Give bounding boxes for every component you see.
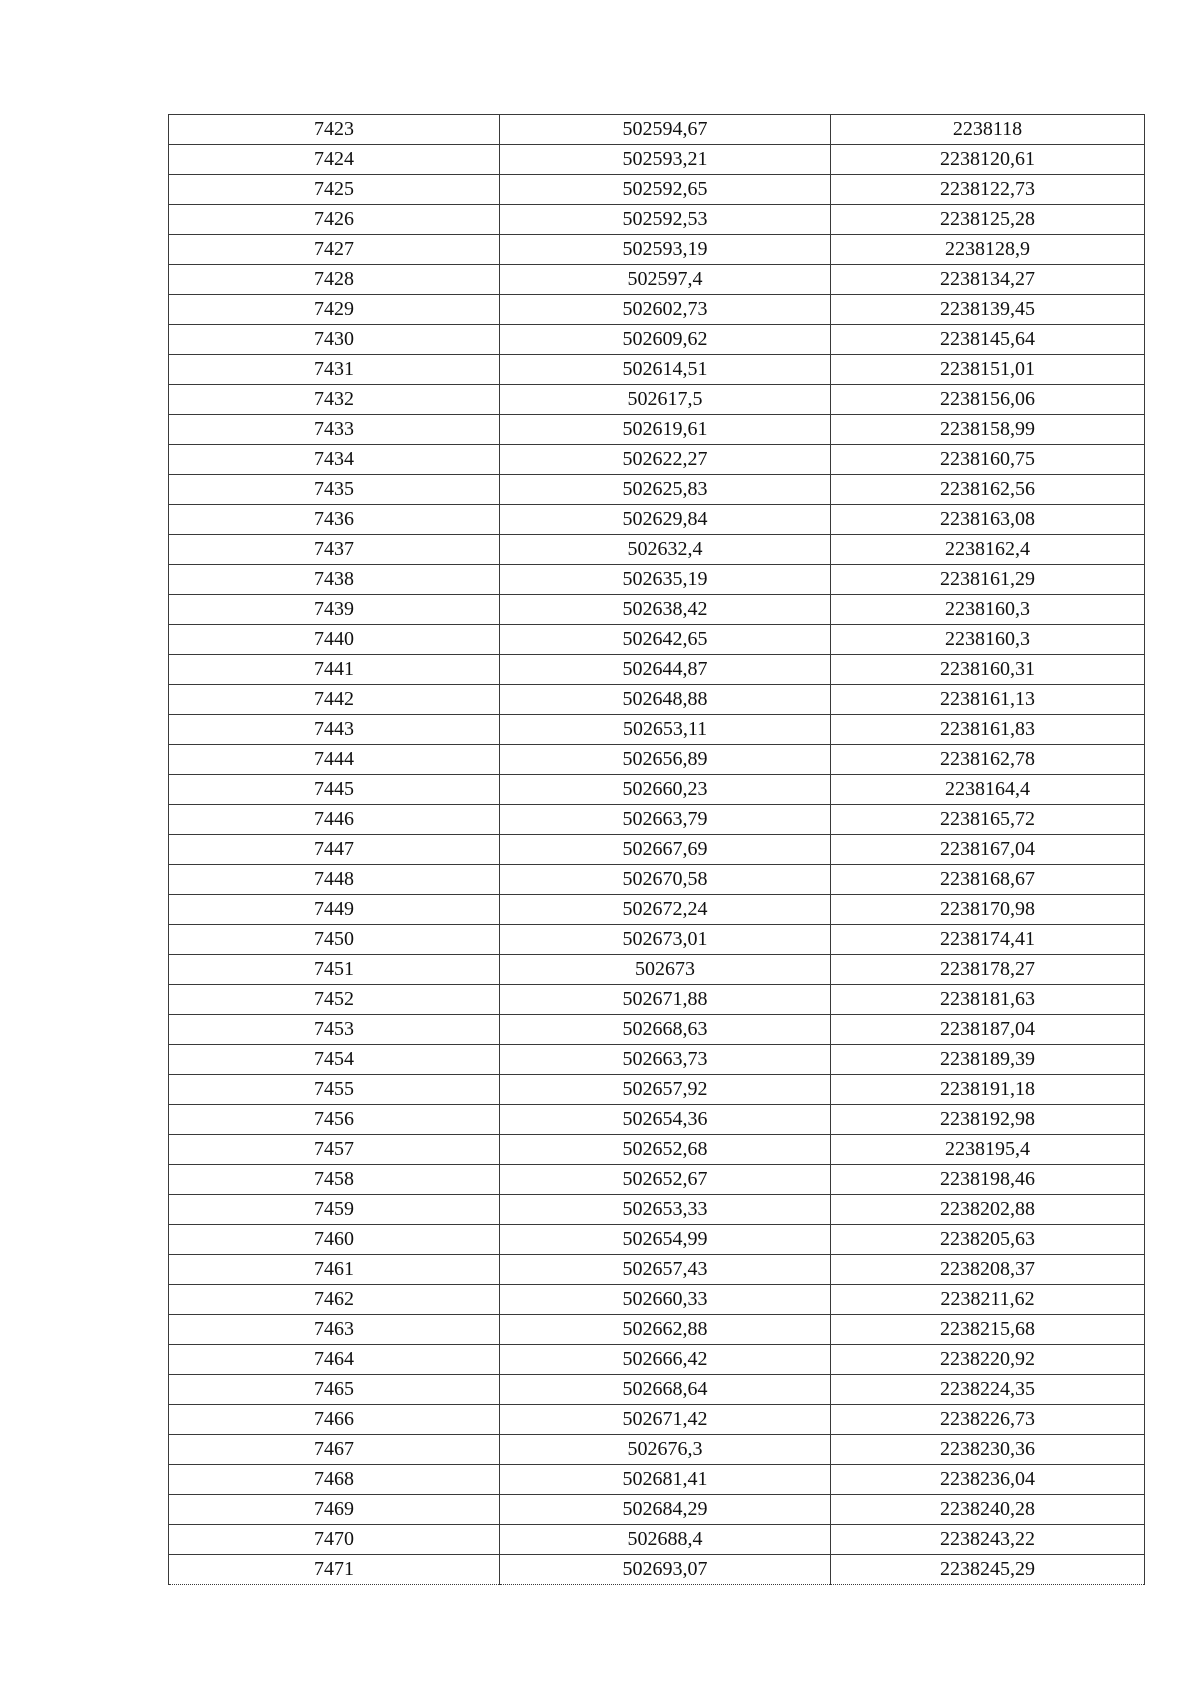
y-coordinate-cell: 2238162,4 (831, 535, 1145, 565)
y-coordinate-cell: 2238145,64 (831, 325, 1145, 355)
x-coordinate-cell: 502597,4 (500, 265, 831, 295)
y-coordinate-cell: 2238167,04 (831, 835, 1145, 865)
point-number-cell: 7435 (169, 475, 500, 505)
x-coordinate-cell: 502684,29 (500, 1495, 831, 1525)
table-row (169, 1495, 1145, 1525)
point-number-cell: 7429 (169, 295, 500, 325)
table-row (169, 1465, 1145, 1495)
x-coordinate-cell: 502693,07 (500, 1555, 831, 1585)
point-number-cell: 7451 (169, 955, 500, 985)
x-coordinate-cell: 502602,73 (500, 295, 831, 325)
x-coordinate-cell: 502609,62 (500, 325, 831, 355)
point-number-cell: 7454 (169, 1045, 500, 1075)
y-coordinate-cell: 2238128,9 (831, 235, 1145, 265)
y-coordinate-cell: 2238174,41 (831, 925, 1145, 955)
table-row (169, 1525, 1145, 1555)
y-coordinate-cell: 2238162,56 (831, 475, 1145, 505)
table-row (169, 1165, 1145, 1195)
point-number-cell: 7436 (169, 505, 500, 535)
y-coordinate-cell: 2238187,04 (831, 1015, 1145, 1045)
table-row (169, 595, 1145, 625)
table-row (169, 955, 1145, 985)
table-row (169, 265, 1145, 295)
x-coordinate-cell: 502670,58 (500, 865, 831, 895)
y-coordinate-cell: 2238165,72 (831, 805, 1145, 835)
x-coordinate-cell: 502671,88 (500, 985, 831, 1015)
coordinates-table-body (169, 115, 1145, 1585)
x-coordinate-cell: 502673,01 (500, 925, 831, 955)
x-coordinate-cell: 502642,65 (500, 625, 831, 655)
x-coordinate-cell: 502648,88 (500, 685, 831, 715)
table-row (169, 1075, 1145, 1105)
x-coordinate-cell: 502672,24 (500, 895, 831, 925)
point-number-cell: 7464 (169, 1345, 500, 1375)
x-coordinate-cell: 502644,87 (500, 655, 831, 685)
x-coordinate-cell: 502594,67 (500, 115, 831, 145)
x-coordinate-cell: 502660,23 (500, 775, 831, 805)
point-number-cell: 7469 (169, 1495, 500, 1525)
table-row (169, 625, 1145, 655)
y-coordinate-cell: 2238156,06 (831, 385, 1145, 415)
x-coordinate-cell: 502654,99 (500, 1225, 831, 1255)
table-row (169, 685, 1145, 715)
y-coordinate-cell: 2238198,46 (831, 1165, 1145, 1195)
x-coordinate-cell: 502662,88 (500, 1315, 831, 1345)
x-coordinate-cell: 502593,21 (500, 145, 831, 175)
point-number-cell: 7465 (169, 1375, 500, 1405)
table-row (169, 445, 1145, 475)
x-coordinate-cell: 502622,27 (500, 445, 831, 475)
y-coordinate-cell: 2238208,37 (831, 1255, 1145, 1285)
x-coordinate-cell: 502629,84 (500, 505, 831, 535)
table-row (169, 745, 1145, 775)
y-coordinate-cell: 2238161,29 (831, 565, 1145, 595)
y-coordinate-cell: 2238139,45 (831, 295, 1145, 325)
point-number-cell: 7446 (169, 805, 500, 835)
x-coordinate-cell: 502668,64 (500, 1375, 831, 1405)
x-coordinate-cell: 502635,19 (500, 565, 831, 595)
y-coordinate-cell: 2238134,27 (831, 265, 1145, 295)
y-coordinate-cell: 2238236,04 (831, 1465, 1145, 1495)
y-coordinate-cell: 2238122,73 (831, 175, 1145, 205)
table-row (169, 295, 1145, 325)
table-row (169, 1015, 1145, 1045)
point-number-cell: 7471 (169, 1555, 500, 1585)
y-coordinate-cell: 2238160,3 (831, 595, 1145, 625)
point-number-cell: 7466 (169, 1405, 500, 1435)
point-number-cell: 7461 (169, 1255, 500, 1285)
x-coordinate-cell: 502632,4 (500, 535, 831, 565)
table-row (169, 1405, 1145, 1435)
x-coordinate-cell: 502614,51 (500, 355, 831, 385)
y-coordinate-cell: 2238192,98 (831, 1105, 1145, 1135)
point-number-cell: 7458 (169, 1165, 500, 1195)
coordinates-table (168, 114, 1145, 1585)
table-row (169, 655, 1145, 685)
table-row (169, 1195, 1145, 1225)
x-coordinate-cell: 502663,79 (500, 805, 831, 835)
table-row (169, 475, 1145, 505)
x-coordinate-cell: 502654,36 (500, 1105, 831, 1135)
x-coordinate-cell: 502668,63 (500, 1015, 831, 1045)
x-coordinate-cell: 502657,43 (500, 1255, 831, 1285)
point-number-cell: 7431 (169, 355, 500, 385)
y-coordinate-cell: 2238230,36 (831, 1435, 1145, 1465)
y-coordinate-cell: 2238164,4 (831, 775, 1145, 805)
point-number-cell: 7452 (169, 985, 500, 1015)
point-number-cell: 7442 (169, 685, 500, 715)
point-number-cell: 7444 (169, 745, 500, 775)
y-coordinate-cell: 2238178,27 (831, 955, 1145, 985)
y-coordinate-cell: 2238243,22 (831, 1525, 1145, 1555)
table-row (169, 355, 1145, 385)
point-number-cell: 7439 (169, 595, 500, 625)
y-coordinate-cell: 2238118 (831, 115, 1145, 145)
x-coordinate-cell: 502592,53 (500, 205, 831, 235)
y-coordinate-cell: 2238151,01 (831, 355, 1145, 385)
x-coordinate-cell: 502625,83 (500, 475, 831, 505)
table-row (169, 1435, 1145, 1465)
point-number-cell: 7433 (169, 415, 500, 445)
y-coordinate-cell: 2238158,99 (831, 415, 1145, 445)
x-coordinate-cell: 502666,42 (500, 1345, 831, 1375)
table-row (169, 175, 1145, 205)
x-coordinate-cell: 502657,92 (500, 1075, 831, 1105)
y-coordinate-cell: 2238226,73 (831, 1405, 1145, 1435)
table-row (169, 1045, 1145, 1075)
table-row (169, 565, 1145, 595)
point-number-cell: 7470 (169, 1525, 500, 1555)
table-row (169, 325, 1145, 355)
y-coordinate-cell: 2238168,67 (831, 865, 1145, 895)
table-row (169, 895, 1145, 925)
point-number-cell: 7438 (169, 565, 500, 595)
point-number-cell: 7443 (169, 715, 500, 745)
x-coordinate-cell: 502653,33 (500, 1195, 831, 1225)
table-row (169, 205, 1145, 235)
table-row (169, 715, 1145, 745)
point-number-cell: 7434 (169, 445, 500, 475)
table-row (169, 775, 1145, 805)
x-coordinate-cell: 502592,65 (500, 175, 831, 205)
table-row (169, 385, 1145, 415)
point-number-cell: 7462 (169, 1285, 500, 1315)
y-coordinate-cell: 2238220,92 (831, 1345, 1145, 1375)
x-coordinate-cell: 502652,68 (500, 1135, 831, 1165)
y-coordinate-cell: 2238160,75 (831, 445, 1145, 475)
point-number-cell: 7445 (169, 775, 500, 805)
point-number-cell: 7426 (169, 205, 500, 235)
table-row (169, 985, 1145, 1015)
table-row (169, 1105, 1145, 1135)
point-number-cell: 7463 (169, 1315, 500, 1345)
x-coordinate-cell: 502617,5 (500, 385, 831, 415)
x-coordinate-cell: 502653,11 (500, 715, 831, 745)
x-coordinate-cell: 502663,73 (500, 1045, 831, 1075)
point-number-cell: 7459 (169, 1195, 500, 1225)
table-row (169, 505, 1145, 535)
table-row (169, 1555, 1145, 1585)
table-row (169, 1225, 1145, 1255)
point-number-cell: 7456 (169, 1105, 500, 1135)
y-coordinate-cell: 2238160,3 (831, 625, 1145, 655)
table-row (169, 835, 1145, 865)
x-coordinate-cell: 502676,3 (500, 1435, 831, 1465)
y-coordinate-cell: 2238170,98 (831, 895, 1145, 925)
x-coordinate-cell: 502660,33 (500, 1285, 831, 1315)
y-coordinate-cell: 2238195,4 (831, 1135, 1145, 1165)
table-row (169, 925, 1145, 955)
x-coordinate-cell: 502619,61 (500, 415, 831, 445)
point-number-cell: 7448 (169, 865, 500, 895)
y-coordinate-cell: 2238215,68 (831, 1315, 1145, 1345)
y-coordinate-cell: 2238191,18 (831, 1075, 1145, 1105)
x-coordinate-cell: 502671,42 (500, 1405, 831, 1435)
table-row (169, 1345, 1145, 1375)
table-row (169, 1375, 1145, 1405)
table-row (169, 865, 1145, 895)
point-number-cell: 7467 (169, 1435, 500, 1465)
table-row (169, 145, 1145, 175)
point-number-cell: 7424 (169, 145, 500, 175)
point-number-cell: 7447 (169, 835, 500, 865)
table-row (169, 1315, 1145, 1345)
y-coordinate-cell: 2238189,39 (831, 1045, 1145, 1075)
point-number-cell: 7432 (169, 385, 500, 415)
point-number-cell: 7468 (169, 1465, 500, 1495)
y-coordinate-cell: 2238162,78 (831, 745, 1145, 775)
point-number-cell: 7425 (169, 175, 500, 205)
x-coordinate-cell: 502593,19 (500, 235, 831, 265)
x-coordinate-cell: 502688,4 (500, 1525, 831, 1555)
table-row (169, 1285, 1145, 1315)
table-row (169, 1255, 1145, 1285)
point-number-cell: 7423 (169, 115, 500, 145)
table-row (169, 415, 1145, 445)
point-number-cell: 7450 (169, 925, 500, 955)
x-coordinate-cell: 502681,41 (500, 1465, 831, 1495)
y-coordinate-cell: 2238205,63 (831, 1225, 1145, 1255)
y-coordinate-cell: 2238160,31 (831, 655, 1145, 685)
point-number-cell: 7460 (169, 1225, 500, 1255)
y-coordinate-cell: 2238161,13 (831, 685, 1145, 715)
y-coordinate-cell: 2238161,83 (831, 715, 1145, 745)
y-coordinate-cell: 2238245,29 (831, 1555, 1145, 1585)
point-number-cell: 7453 (169, 1015, 500, 1045)
x-coordinate-cell: 502673 (500, 955, 831, 985)
y-coordinate-cell: 2238224,35 (831, 1375, 1145, 1405)
table-row (169, 535, 1145, 565)
y-coordinate-cell: 2238163,08 (831, 505, 1145, 535)
point-number-cell: 7457 (169, 1135, 500, 1165)
point-number-cell: 7430 (169, 325, 500, 355)
y-coordinate-cell: 2238211,62 (831, 1285, 1145, 1315)
y-coordinate-cell: 2238240,28 (831, 1495, 1145, 1525)
point-number-cell: 7437 (169, 535, 500, 565)
point-number-cell: 7428 (169, 265, 500, 295)
x-coordinate-cell: 502667,69 (500, 835, 831, 865)
table-row (169, 235, 1145, 265)
x-coordinate-cell: 502652,67 (500, 1165, 831, 1195)
table-row (169, 1135, 1145, 1165)
x-coordinate-cell: 502638,42 (500, 595, 831, 625)
point-number-cell: 7427 (169, 235, 500, 265)
x-coordinate-cell: 502656,89 (500, 745, 831, 775)
table-row (169, 805, 1145, 835)
point-number-cell: 7455 (169, 1075, 500, 1105)
point-number-cell: 7449 (169, 895, 500, 925)
y-coordinate-cell: 2238125,28 (831, 205, 1145, 235)
table-row (169, 115, 1145, 145)
point-number-cell: 7440 (169, 625, 500, 655)
y-coordinate-cell: 2238202,88 (831, 1195, 1145, 1225)
y-coordinate-cell: 2238181,63 (831, 985, 1145, 1015)
y-coordinate-cell: 2238120,61 (831, 145, 1145, 175)
point-number-cell: 7441 (169, 655, 500, 685)
